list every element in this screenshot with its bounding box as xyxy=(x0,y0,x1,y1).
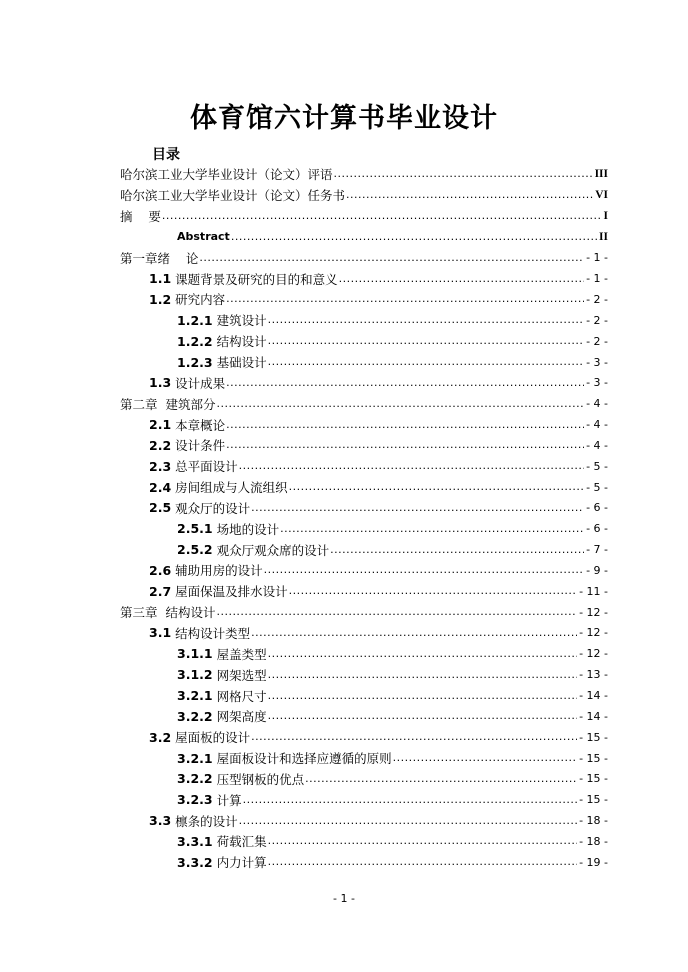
table-of-contents xyxy=(120,164,608,873)
toc-entry[interactable] xyxy=(120,227,608,248)
toc-entry-number: 3.2.2 xyxy=(177,708,213,724)
toc-entry-label: 辅助用房的设计 xyxy=(175,563,263,579)
toc-entry-label: 研究内容 xyxy=(175,292,226,308)
toc-entry-page: II xyxy=(599,230,608,243)
toc-dot-leader xyxy=(330,543,584,557)
toc-entry-label: 第二章 建筑部分 xyxy=(120,396,216,412)
toc-dot-leader xyxy=(226,376,584,390)
toc-entry-label: 结构设计类型 xyxy=(175,625,251,641)
toc-entry-label: 内力计算 xyxy=(216,855,267,871)
toc-entry[interactable] xyxy=(120,685,608,706)
toc-entry[interactable] xyxy=(120,456,608,477)
toc-dot-leader xyxy=(289,584,577,598)
toc-entry-number: 3.2.1 xyxy=(177,750,213,766)
toc-entry-label: 第三章 结构设计 xyxy=(120,605,216,621)
page-number-footer: - 1 - xyxy=(333,892,355,905)
toc-dot-leader xyxy=(268,834,577,848)
toc-entry-number: 2.5.2 xyxy=(177,542,213,558)
toc-entry[interactable] xyxy=(120,852,608,873)
toc-dot-leader xyxy=(305,772,577,786)
toc-entry[interactable] xyxy=(120,643,608,664)
toc-entry-page: - 15 - xyxy=(579,730,608,744)
toc-entry-label: 摘 要 xyxy=(120,209,161,225)
toc-entry-number: 1.2.3 xyxy=(177,354,213,370)
toc-entry-label: 结构设计 xyxy=(216,334,267,350)
toc-entry-label: 课题背景及研究的目的和意义 xyxy=(175,271,338,287)
toc-entry-label: 建筑设计 xyxy=(216,313,267,329)
toc-entry-page: - 3 - xyxy=(586,376,608,390)
toc-entry-page: - 2 - xyxy=(586,334,608,348)
toc-entry-label: 屋面保温及排水设计 xyxy=(175,584,288,600)
toc-entry[interactable] xyxy=(120,331,608,352)
toc-entry[interactable] xyxy=(120,810,608,831)
toc-dot-leader xyxy=(346,188,593,202)
toc-entry[interactable] xyxy=(120,789,608,810)
toc-entry-page: - 1 - xyxy=(586,272,608,286)
toc-entry-page: - 4 - xyxy=(586,438,608,452)
toc-entry[interactable] xyxy=(120,289,608,310)
toc-entry[interactable] xyxy=(120,623,608,644)
toc-dot-leader xyxy=(339,272,584,286)
toc-dot-leader xyxy=(268,709,577,723)
toc-entry[interactable] xyxy=(120,414,608,435)
toc-entry-page: - 15 - xyxy=(579,793,608,807)
toc-entry-number: 3.2.3 xyxy=(177,792,213,808)
toc-entry[interactable] xyxy=(120,206,608,227)
toc-entry-label: 第一章绪 论 xyxy=(120,250,199,266)
toc-entry-page: - 14 - xyxy=(579,709,608,723)
toc-entry-label: 网架高度 xyxy=(216,709,267,725)
toc-entry[interactable] xyxy=(120,164,608,185)
toc-entry-label: 屋面板的设计 xyxy=(175,730,251,746)
toc-entry-page: - 6 - xyxy=(586,501,608,515)
toc-dot-leader xyxy=(226,438,584,452)
toc-entry[interactable] xyxy=(120,477,608,498)
toc-entry[interactable] xyxy=(120,185,608,206)
toc-entry-number: 3.3 xyxy=(149,813,172,829)
toc-entry-page: - 1 - xyxy=(586,251,608,265)
toc-dot-leader xyxy=(268,647,577,661)
toc-entry-page: - 2 - xyxy=(586,313,608,327)
toc-entry-page: I xyxy=(603,210,608,223)
toc-dot-leader xyxy=(251,730,577,744)
toc-entry-number: 2.4 xyxy=(149,479,172,495)
toc-dot-leader xyxy=(216,397,584,411)
toc-entry-page: - 4 - xyxy=(586,397,608,411)
toc-heading: 目录 xyxy=(152,147,180,163)
toc-dot-leader xyxy=(216,605,577,619)
toc-entry-page: - 5 - xyxy=(586,459,608,473)
toc-entry-number: 3.1 xyxy=(149,625,172,641)
toc-entry-page: - 18 - xyxy=(579,834,608,848)
toc-entry[interactable] xyxy=(120,706,608,727)
toc-dot-leader xyxy=(243,793,577,807)
toc-entry[interactable] xyxy=(120,664,608,685)
toc-dot-leader xyxy=(393,751,577,765)
toc-dot-leader xyxy=(239,459,584,473)
toc-entry-page: - 18 - xyxy=(579,814,608,828)
toc-entry-number: 2.7 xyxy=(149,583,172,599)
toc-entry[interactable] xyxy=(120,393,608,414)
toc-entry-label: 房间组成与人流组织 xyxy=(175,480,288,496)
toc-dot-leader xyxy=(268,313,584,327)
toc-entry-label: 设计成果 xyxy=(175,375,226,391)
toc-entry[interactable] xyxy=(120,247,608,268)
toc-entry-page: - 13 - xyxy=(579,668,608,682)
toc-entry-number: 1.1 xyxy=(149,271,172,287)
toc-entry-number: 3.2 xyxy=(149,729,172,745)
toc-entry[interactable] xyxy=(120,352,608,373)
toc-entry-number: 3.3.1 xyxy=(177,833,213,849)
toc-dot-leader xyxy=(199,251,584,265)
toc-dot-leader xyxy=(251,501,584,515)
toc-entry-number: 1.2.1 xyxy=(177,312,213,328)
toc-entry-page: - 15 - xyxy=(579,772,608,786)
toc-entry-label: 网格尺寸 xyxy=(216,688,267,704)
toc-entry-page: - 4 - xyxy=(586,418,608,432)
toc-entry-label: 观众厅的设计 xyxy=(175,500,251,516)
toc-entry[interactable] xyxy=(120,268,608,289)
toc-entry-number: 1.2.2 xyxy=(177,333,213,349)
toc-entry-label: 网架选型 xyxy=(216,667,267,683)
toc-entry-number: 3.3.2 xyxy=(177,854,213,870)
toc-dot-leader xyxy=(226,292,584,306)
toc-entry-label: 场地的设计 xyxy=(216,521,280,537)
toc-entry-label: 哈尔滨工业大学毕业设计（论文）评语 xyxy=(120,167,333,183)
toc-entry-page: - 3 - xyxy=(586,355,608,369)
toc-dot-leader xyxy=(289,480,584,494)
toc-dot-leader xyxy=(162,209,602,223)
toc-entry-label: 压型钢板的优点 xyxy=(216,771,305,787)
toc-entry[interactable] xyxy=(120,518,608,539)
toc-entry-page: - 6 - xyxy=(586,522,608,536)
toc-entry[interactable] xyxy=(120,372,608,393)
toc-dot-leader xyxy=(264,563,584,577)
toc-entry-number: 2.2 xyxy=(149,437,172,453)
document-title: 体育馆六计算书毕业设计 xyxy=(190,103,498,134)
toc-dot-leader xyxy=(268,668,577,682)
toc-dot-leader xyxy=(280,522,584,536)
toc-entry[interactable] xyxy=(120,310,608,331)
toc-entry-page: - 9 - xyxy=(586,563,608,577)
toc-entry-label: 荷载汇集 xyxy=(216,834,267,850)
toc-entry-number: 1.3 xyxy=(149,375,172,391)
toc-entry-label: 观众厅观众席的设计 xyxy=(216,542,330,558)
toc-entry-number: 3.1.1 xyxy=(177,646,213,662)
toc-entry-page: - 15 - xyxy=(579,751,608,765)
toc-dot-leader xyxy=(239,814,577,828)
toc-entry-number: 1.2 xyxy=(149,291,172,307)
toc-dot-leader xyxy=(268,855,577,869)
toc-dot-leader xyxy=(226,418,584,432)
toc-entry-number: 3.2.2 xyxy=(177,771,213,787)
toc-entry-label: 屋盖类型 xyxy=(216,646,267,662)
toc-dot-leader xyxy=(268,689,577,703)
toc-entry-page: - 11 - xyxy=(579,584,608,598)
toc-dot-leader xyxy=(268,355,584,369)
toc-entry[interactable] xyxy=(120,539,608,560)
toc-entry[interactable] xyxy=(120,602,608,623)
toc-entry-number: 3.2.1 xyxy=(177,688,213,704)
toc-entry-page: VI xyxy=(595,189,608,202)
toc-entry[interactable] xyxy=(120,435,608,456)
toc-entry-label: 基础设计 xyxy=(216,355,267,371)
toc-dot-leader xyxy=(268,334,584,348)
toc-entry-page: III xyxy=(594,168,608,181)
toc-entry-label: 哈尔滨工业大学毕业设计（论文）任务书 xyxy=(120,188,346,204)
toc-dot-leader xyxy=(251,626,577,640)
toc-entry-number: 2.5.1 xyxy=(177,521,213,537)
toc-entry-label: 屋面板设计和选择应遵循的原则 xyxy=(216,751,392,767)
toc-dot-leader xyxy=(334,167,593,181)
toc-dot-leader xyxy=(231,230,597,244)
toc-entry-page: - 12 - xyxy=(579,647,608,661)
toc-entry[interactable] xyxy=(120,498,608,519)
toc-entry[interactable] xyxy=(120,748,608,769)
toc-entry-number: 3.1.2 xyxy=(177,667,213,683)
toc-entry-page: - 19 - xyxy=(579,855,608,869)
toc-entry[interactable] xyxy=(120,727,608,748)
toc-entry-page: - 5 - xyxy=(586,480,608,494)
toc-entry[interactable] xyxy=(120,768,608,789)
toc-entry-number: 2.3 xyxy=(149,458,172,474)
toc-entry-label: 本章概论 xyxy=(175,417,226,433)
toc-entry[interactable] xyxy=(120,831,608,852)
toc-entry-number: 2.1 xyxy=(149,417,172,433)
toc-entry-page: - 14 - xyxy=(579,689,608,703)
toc-entry-page: - 12 - xyxy=(579,605,608,619)
toc-entry-label: Abstract xyxy=(177,230,230,244)
toc-entry-page: - 2 - xyxy=(586,292,608,306)
toc-entry-page: - 12 - xyxy=(579,626,608,640)
toc-entry-number: 2.6 xyxy=(149,562,172,578)
toc-entry[interactable] xyxy=(120,581,608,602)
toc-entry-label: 总平面设计 xyxy=(175,459,238,475)
toc-entry-label: 檩条的设计 xyxy=(175,813,238,829)
toc-entry-number: 2.5 xyxy=(149,500,172,516)
toc-entry-label: 设计条件 xyxy=(175,438,226,454)
toc-entry-label: 计算 xyxy=(216,792,242,808)
toc-entry[interactable] xyxy=(120,560,608,581)
toc-entry-page: - 7 - xyxy=(586,543,608,557)
